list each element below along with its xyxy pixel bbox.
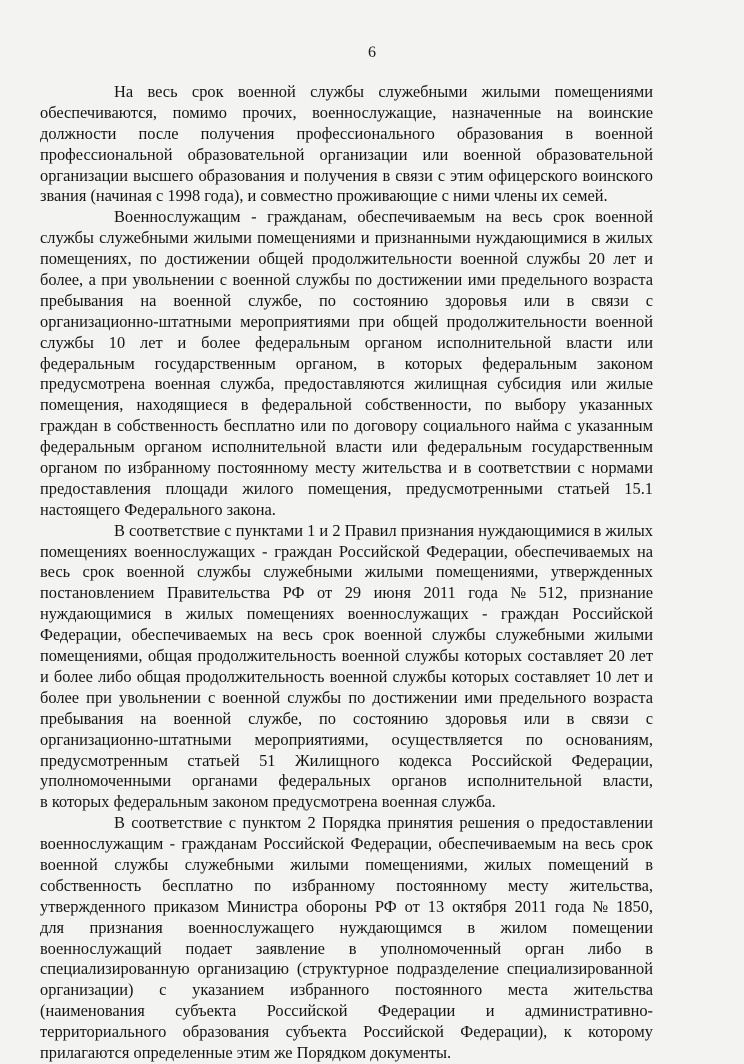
text-line: [40, 834, 654, 855]
document-body: [40, 82, 654, 1064]
text-line: [40, 1001, 654, 1022]
text-line-content: пребывания на военной службе, по состоянию здоровья или в связи с: [40, 290, 653, 310]
text-line-content: предусмотренным статьей 51 Жилищного кодекса Российской Федерации,: [40, 750, 653, 770]
text-line-content: граждан в собственность бесплатно или по договору социального найма с указанным: [40, 416, 653, 436]
text-line-content: федеральным органом исполнительной власти или федеральным государственным: [40, 437, 653, 457]
text-line: [40, 166, 654, 187]
text-line-content: службы 10 лет и более федеральным органом исполнительной власти или: [40, 332, 653, 352]
text-line: [40, 124, 654, 145]
text-line: [40, 333, 654, 354]
text-line: [40, 82, 654, 103]
text-line: [40, 437, 654, 458]
text-line-content: организационно-штатными мероприятиями, осуществляется по основаниям,: [40, 729, 653, 749]
text-line-content: помещения, находящиеся в федеральной собственности, по выбору указанных: [40, 395, 653, 415]
text-line-content: Федерации, обеспечиваемых на весь срок военной службы служебными жилыми: [40, 625, 653, 645]
text-line-content: специализированную организацию (структурное подразделение специализированной: [40, 959, 653, 979]
text-line: [40, 479, 654, 500]
text-line: [40, 730, 654, 751]
text-line: [40, 249, 654, 270]
text-line: [40, 813, 654, 834]
text-line-content: помещениях, по достижении общей продолжительности военной службы 20 лет и: [40, 249, 653, 269]
text-line: [40, 145, 654, 166]
text-line: [40, 207, 654, 228]
paragraph: [40, 82, 654, 207]
text-line-content: прилагаются определенные этим же Порядком документы.: [40, 1042, 452, 1062]
text-line-content: В соответствие с пунктом 2 Порядка принятия решения о предоставлении: [114, 813, 653, 833]
text-line-content: помещениями, общая продолжительность военной службы которых составляет 20 лет: [40, 646, 653, 666]
text-line-content: для признания военнослужащего нуждающимся в жилом помещении: [40, 917, 653, 937]
text-line-content: и более либо общая продолжительность военной службы которых составляет 10 лет и: [40, 666, 653, 686]
page-number: 6: [368, 44, 376, 61]
text-line: [40, 1022, 654, 1043]
text-line: [40, 604, 654, 625]
text-line-content: должности после получения профессионального образования в военной: [40, 123, 653, 143]
text-line: [40, 186, 654, 207]
text-line: [40, 918, 654, 939]
text-line-content: помещениях военнослужащих - граждан Российской Федерации, обеспечиваемых на: [40, 541, 653, 561]
text-line-content: федеральным государственным органом, в которых федеральным законом: [40, 353, 653, 373]
text-line-content: военной службы служебными жилыми помещениями, жилых помещений в: [40, 854, 653, 874]
text-line: [40, 959, 654, 980]
text-line-content: уполномоченными органами федеральных органов исполнительной власти,: [40, 771, 653, 791]
text-line-content: военнослужащий подает заявление в уполномоченный орган либо в: [40, 938, 653, 958]
text-line-content: звания (начиная с 1998 года), и совместно проживающие с ними члены их семей.: [40, 186, 608, 206]
text-line: [40, 374, 654, 395]
text-line-content: военнослужащим - гражданам Российской Федерации, обеспечиваемым на весь срок: [40, 834, 653, 854]
text-line-content: На весь срок военной службы служебными жилыми помещениями: [114, 82, 653, 101]
text-line: [40, 542, 654, 563]
text-line: [40, 1043, 654, 1064]
text-line: [40, 667, 654, 688]
text-line: [40, 939, 654, 960]
paragraph: [40, 207, 654, 520]
text-line: [40, 792, 654, 813]
text-line: [40, 980, 654, 1001]
text-line: [40, 103, 654, 124]
text-line-content: В соответствие с пунктами 1 и 2 Правил признания нуждающимися в жилых: [114, 520, 653, 540]
text-line-content: службы служебными жилыми помещениями и признанными нуждающимися в жилых: [40, 228, 653, 248]
paragraph: [40, 813, 654, 1064]
text-line-content: организации) с указанием избранного постоянного места жительства: [40, 980, 653, 1000]
text-line-content: настоящего Федерального закона.: [40, 499, 276, 519]
text-line-content: территориального образования субъекта Российской Федерации), к которому: [40, 1022, 653, 1042]
text-line-content: собственность бесплатно по избранному постоянному месту жительства,: [40, 875, 653, 895]
text-line-content: обеспечиваются, помимо прочих, военнослужащие, назначенные на воинские: [40, 102, 653, 122]
text-line-content: организационно-штатными мероприятиями при общей продолжительности военной: [40, 311, 653, 331]
text-line: [40, 897, 654, 918]
text-line-content: предоставления площади жилого помещения, предусмотренными статьей 15.1: [40, 478, 653, 498]
text-line: [40, 228, 654, 249]
text-line-content: утвержденного приказом Министра обороны РФ от 13 октября 2011 года № 1850,: [40, 896, 653, 916]
text-line-content: органом по избранному постоянному месту жительства и в соответствии с нормами: [40, 458, 653, 478]
paragraph: [40, 521, 654, 813]
text-line-content: пребывания на военной службе, по состоянию здоровья или в связи с: [40, 708, 653, 728]
text-line-content: Военнослужащим - гражданам, обеспечиваемым на весь срок военной: [114, 207, 653, 227]
text-line: [40, 876, 654, 897]
text-line: [40, 291, 654, 312]
text-line-content: организации высшего образования и получения в связи с этим офицерского воинского: [40, 165, 653, 185]
text-line: [40, 688, 654, 709]
text-line: [40, 416, 654, 437]
text-line: [40, 771, 654, 792]
text-line: [40, 521, 654, 542]
text-line-content: постановлением Правительства РФ от 29 июня 2011 года № 512, признание: [40, 583, 653, 603]
text-line: [40, 458, 654, 479]
text-line: [40, 855, 654, 876]
text-line-content: предусмотрена военная служба, предоставляются жилищная субсидия или жилые: [40, 374, 653, 394]
text-line: [40, 562, 654, 583]
text-line-content: в которых федеральным законом предусмотрена военная служба.: [40, 792, 496, 812]
text-line-content: профессиональной образовательной организации или военной образовательной: [40, 144, 653, 164]
text-line: [40, 583, 654, 604]
text-line: [40, 625, 654, 646]
text-line-content: более, а при увольнении с военной службы по достижении ими предельного возраста: [40, 270, 653, 290]
text-line: [40, 270, 654, 291]
text-line: [40, 646, 654, 667]
text-line: [40, 354, 654, 375]
text-line-content: (наименования субъекта Российской Федерации и административно-: [40, 1001, 653, 1021]
text-line: [40, 500, 654, 521]
text-line: [40, 312, 654, 333]
text-line-content: весь срок военной службы служебными жилыми помещениями, утвержденных: [40, 562, 653, 582]
text-line: [40, 395, 654, 416]
text-line-content: нуждающимися в жилых помещениях военнослужащих - граждан Российской: [40, 604, 653, 624]
text-line: [40, 709, 654, 730]
text-line: [40, 751, 654, 772]
text-line-content: более при увольнении с военной службы по достижении ими предельного возраста: [40, 687, 653, 707]
